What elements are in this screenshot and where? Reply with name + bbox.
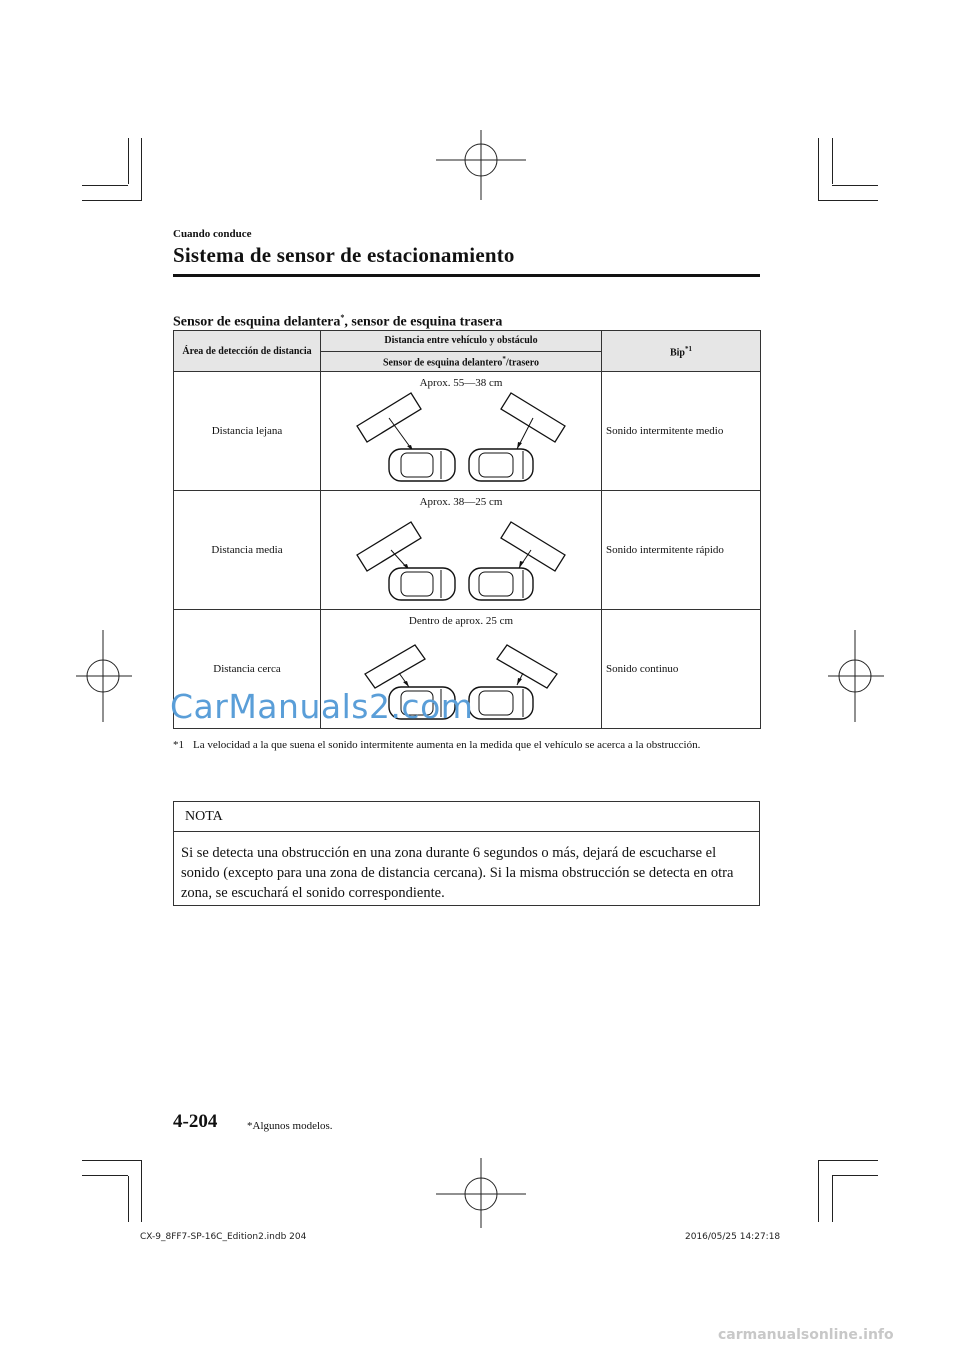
- crop-mark: [128, 138, 129, 184]
- footnote: [173, 738, 763, 752]
- col-header-area-text: Área de detección de distancia: [182, 345, 312, 357]
- area-cell: Distancia cerca: [174, 610, 321, 729]
- note-body: Si se detecta una obstrucción en una zona durante 6 segundos o más, dejará de escucharse el sonido (excepto para una zona de distancia cercana). Si la misma obstrucción se detecta en otra zona, se escuchará el sonido correspondiente.: [181, 845, 734, 901]
- diagram-cell: [321, 372, 602, 491]
- registration-mark-icon: [436, 1158, 526, 1228]
- distance-range: Aprox. 38—25 cm: [419, 496, 503, 508]
- distance-range: Aprox. 55—38 cm: [419, 377, 503, 389]
- col-header-sensor: [321, 351, 602, 372]
- note-divider: [174, 831, 759, 832]
- registration-mark-icon: [76, 630, 132, 722]
- crop-mark: [832, 185, 878, 186]
- page-number: 4-204: [173, 1111, 218, 1132]
- footnote-text: La velocidad a la que suena el sonido intermitente aumenta en la medida que el vehículo se acerca a la obstrucción.: [193, 739, 701, 751]
- area-cell: Distancia lejana: [174, 372, 321, 491]
- distance-table: [173, 330, 761, 729]
- crop-mark: [82, 200, 142, 201]
- site-watermark: carmanualsonline.info: [718, 1327, 894, 1343]
- page-note: *Algunos modelos.: [247, 1120, 333, 1132]
- footnote-ref: *1: [685, 344, 692, 353]
- registration-mark-icon: [828, 630, 884, 722]
- title-rule: [173, 274, 760, 277]
- table-heading-rest: , sensor de esquina trasera: [344, 314, 503, 330]
- footnote-number: *1: [173, 739, 184, 751]
- table-row: [174, 491, 761, 610]
- crop-mark: [818, 1160, 878, 1161]
- vehicle-obstacle-diagram: [341, 510, 581, 606]
- optional-mark: *: [502, 355, 506, 364]
- col-header-beep-text: Bip: [669, 347, 685, 359]
- crop-mark: [818, 200, 878, 201]
- crop-mark: [832, 1176, 833, 1222]
- crop-mark: [818, 138, 819, 200]
- crop-mark: [82, 185, 128, 186]
- sound-cell: Sonido intermitente medio: [602, 372, 761, 491]
- distance-range: Dentro de aprox. 25 cm: [408, 615, 514, 627]
- page-title: Sistema de sensor de estacionamiento: [173, 243, 515, 267]
- crop-mark: [818, 1160, 819, 1222]
- col-header-distance: Distancia entre vehículo y obstáculo: [321, 331, 602, 352]
- crop-mark: [128, 1176, 129, 1222]
- crop-mark: [141, 1160, 142, 1222]
- table-heading: [173, 313, 502, 331]
- print-file-name: CX-9_8FF7-SP-16C_Edition2.indb 204: [140, 1232, 307, 1242]
- registration-mark-icon: [436, 130, 526, 200]
- note-box: [173, 801, 760, 906]
- table-heading-text: Sensor de esquina delantera: [173, 314, 341, 330]
- crop-mark: [141, 138, 142, 200]
- vehicle-obstacle-diagram: [341, 391, 581, 487]
- area-cell: Distancia media: [174, 491, 321, 610]
- sound-cell: Sonido continuo: [602, 610, 761, 729]
- crop-mark: [82, 1160, 142, 1161]
- section-label: Cuando conduce: [173, 228, 252, 240]
- optional-mark: *: [340, 313, 345, 322]
- col-header-area: [174, 331, 321, 372]
- col-header-sensor-b: /trasero: [505, 357, 539, 369]
- crop-mark: [832, 138, 833, 184]
- note-title: NOTA: [185, 809, 223, 824]
- table-row: [174, 372, 761, 491]
- sound-cell: Sonido intermitente rápido: [602, 491, 761, 610]
- print-timestamp: 2016/05/25 14:27:18: [685, 1232, 781, 1242]
- crop-mark: [832, 1175, 878, 1176]
- watermark: CarManuals2.com: [170, 687, 474, 726]
- diagram-cell: [321, 491, 602, 610]
- crop-mark: [82, 1175, 128, 1176]
- col-header-beep: [602, 331, 761, 372]
- col-header-sensor-a: Sensor de esquina delantero: [382, 357, 503, 369]
